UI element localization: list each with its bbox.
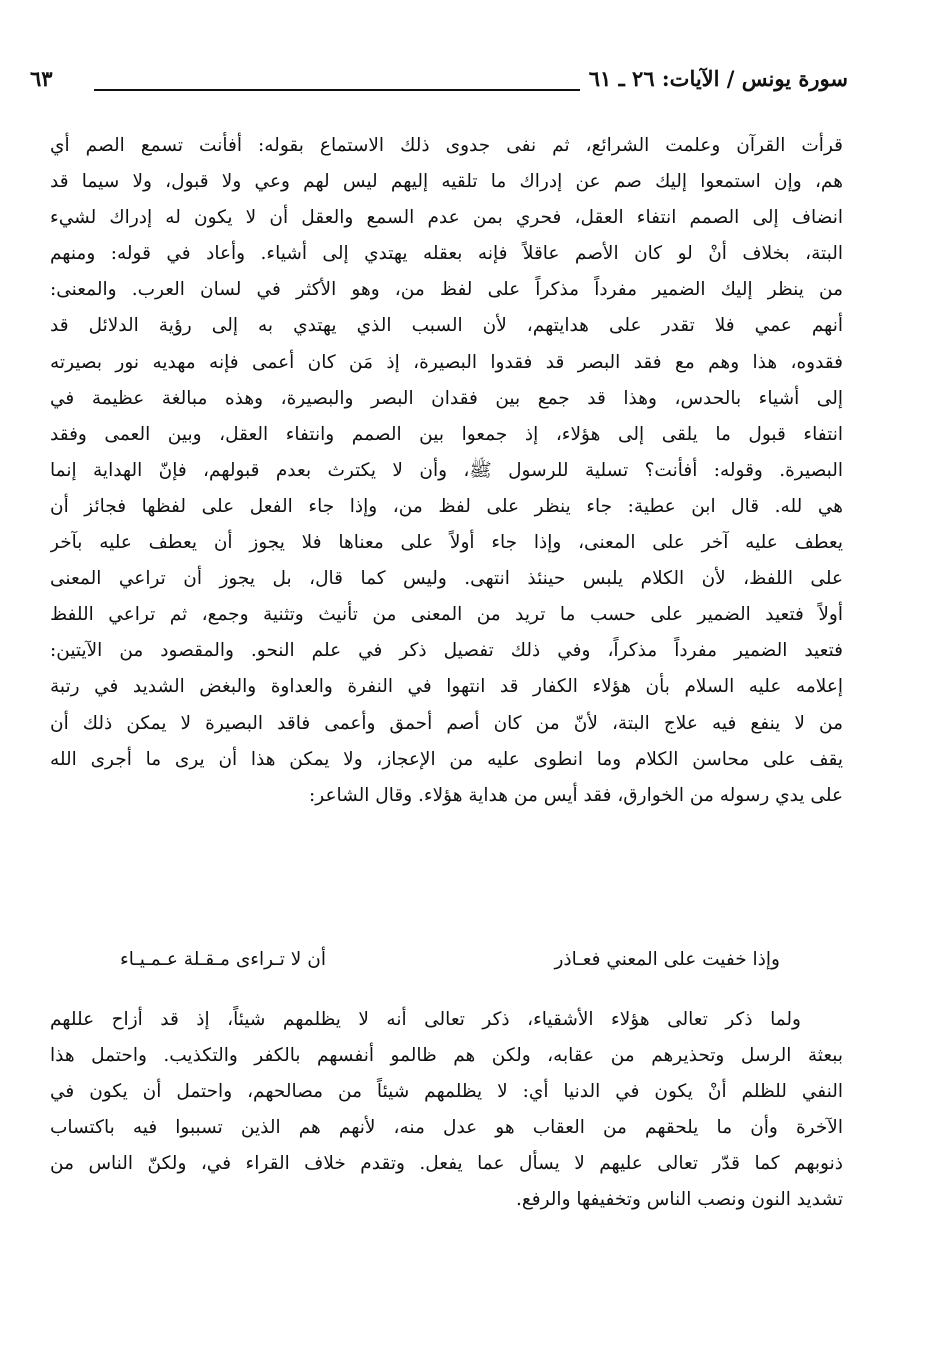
text-line: انضاف إلى الصمم انتفاء العقل، فحري بمن عدم السمع والعقل أن لا يكون له إدراك لشيء	[50, 207, 843, 229]
text-line: أنهم عمي فلا تقدر على هدايتهم، لأن السبب الذي يهتدي به إلى رؤية الدلائل قد	[50, 315, 843, 337]
text-line: البتة، بخلاف أنْ لو كان الأصم عاقلاً فإنه بعقله يهتدي إلى أشياء. وأعاد في قوله: ومنهم	[50, 243, 843, 265]
text-line: ولما ذكر تعالى هؤلاء الأشقياء، ذكر تعالى أنه لا يظلمهم شيئاً، إذ قد أزاح عللهم	[50, 1009, 801, 1030]
text-line: تشديد النون ونصب الناس وتخفيفها والرفع.	[516, 1189, 843, 1211]
text-line: إعلامه عليه السلام بأن هؤلاء الكفار قد انتهوا في النفرة والعداوة والبغض الشديد في رتبة	[50, 676, 843, 698]
text-line: يعطف عليه آخر على المعنى، وإذا جاء أولاً على معناها فلا يجوز أن يعطف عليه بآخر	[50, 532, 843, 554]
running-header	[30, 66, 848, 100]
text-line: من لا ينفع فيه علاج البتة، لأنّ من كان أصم أحمق وأعمى فاقد البصيرة لا يمكن ذلك أن	[50, 712, 843, 734]
text-line: ببعثة الرسل وتحذيرهم من عقابه، ولكن هم ظالمو أنفسهم بالكفر والتكذيب. واحتمل هذا	[50, 1045, 843, 1067]
text-line: النفي للظلم أنْ يكون في الدنيا أي: لا يظلمهم شيئاً من مصالحهم، واحتمل أن يكون في	[50, 1081, 843, 1103]
text-line: البصيرة. وقوله: أفأنت؟ تسلية للرسول ﷺ، وأن لا يكترث بعدم قبولهم، فإنّ الهداية إنما	[50, 459, 843, 481]
text-line: ذنوبهم كما قدّر تعالى عليهم لا يسأل عما يفعل. وتقدم خلاف القراء في، ولكنّ الناس من	[50, 1153, 843, 1175]
paragraph-1	[50, 128, 843, 814]
text-line: فتعيد الضمير مفرداً مذكراً، وفي ذلك تفصيل ذكر في علم النحو. والمقصود من الآيتين:	[50, 640, 843, 662]
paragraph-2	[50, 1002, 843, 1219]
text-line: على اللفظ، لأن الكلام يلبس حينئذ انتهى. وليس كما قال، بل يجوز أن تراعي المعنى	[50, 568, 843, 590]
header-rule	[94, 89, 580, 91]
text-line: يقف على محاسن الكلام وما انطوى عليه من الإعجاز، ولا يمكن هذا أن يرى ما أجرى الله	[50, 748, 843, 770]
verse-second-hemistich: أن لا تـراءى مـقـلة عـمـيـاء	[120, 949, 326, 970]
text-line: هي لله. قال ابن عطية: جاء ينظر على لفظ من، وإذا جاء الفعل على لفظها فجائز أن	[50, 495, 843, 517]
page-number: ٦٣	[30, 66, 53, 91]
text-line: فقدوه، هذا وهم مع فقد البصر قد فقدوا البصيرة، إذ مَن كان أعمى فإنه مهديه نور بصيرته	[50, 351, 843, 373]
running-header-title: سورة يونس / الآيات: ٢٦ ـ ٦١	[588, 66, 848, 91]
text-line: هم، وإن استمعوا إليك صم عن إدراك ما تلقيه إليهم ليس لهم وعي ولا قبول، ولا سيما قد	[50, 171, 843, 193]
text-line: أولاً فتعيد الضمير على حسب ما تريد من المعنى من تأنيث وتثنية وجمع، ثم تراعي اللفظ	[50, 604, 843, 626]
text-line: الآخرة وأن ما يلحقهم من العقاب هو عدل منه، لأنهم هم الذين تسببوا فيه باكتساب	[50, 1117, 843, 1139]
text-line: قرأت القرآن وعلمت الشرائع، ثم نفى جدوى ذلك الاستماع بقوله: أفأنت تسمع الصم أي	[50, 135, 843, 156]
verse-first-hemistich: وإذا خفيت على المعني فعـاذر	[554, 949, 780, 970]
text-line: على يدي رسوله من الخوارق، فقد أيس من هداية هؤلاء. وقال الشاعر:	[309, 784, 843, 806]
text-line: من ينظر إليك الضمير مفرداً مذكراً على لفظ من، وهو الأكثر في لسان العرب. والمعنى:	[50, 279, 843, 301]
poetry-verse	[120, 942, 780, 978]
text-line: انتفاء قبول ما يلقى إلى هؤلاء، إذ جمعوا بين الصمم وانتفاء العقل، وبين العمى وفقد	[50, 423, 843, 445]
text-line: إلى أشياء بالحدس، وهذا قد جمع بين فقدان البصر والبصيرة، وهذه مبالغة عظيمة في	[50, 387, 843, 409]
